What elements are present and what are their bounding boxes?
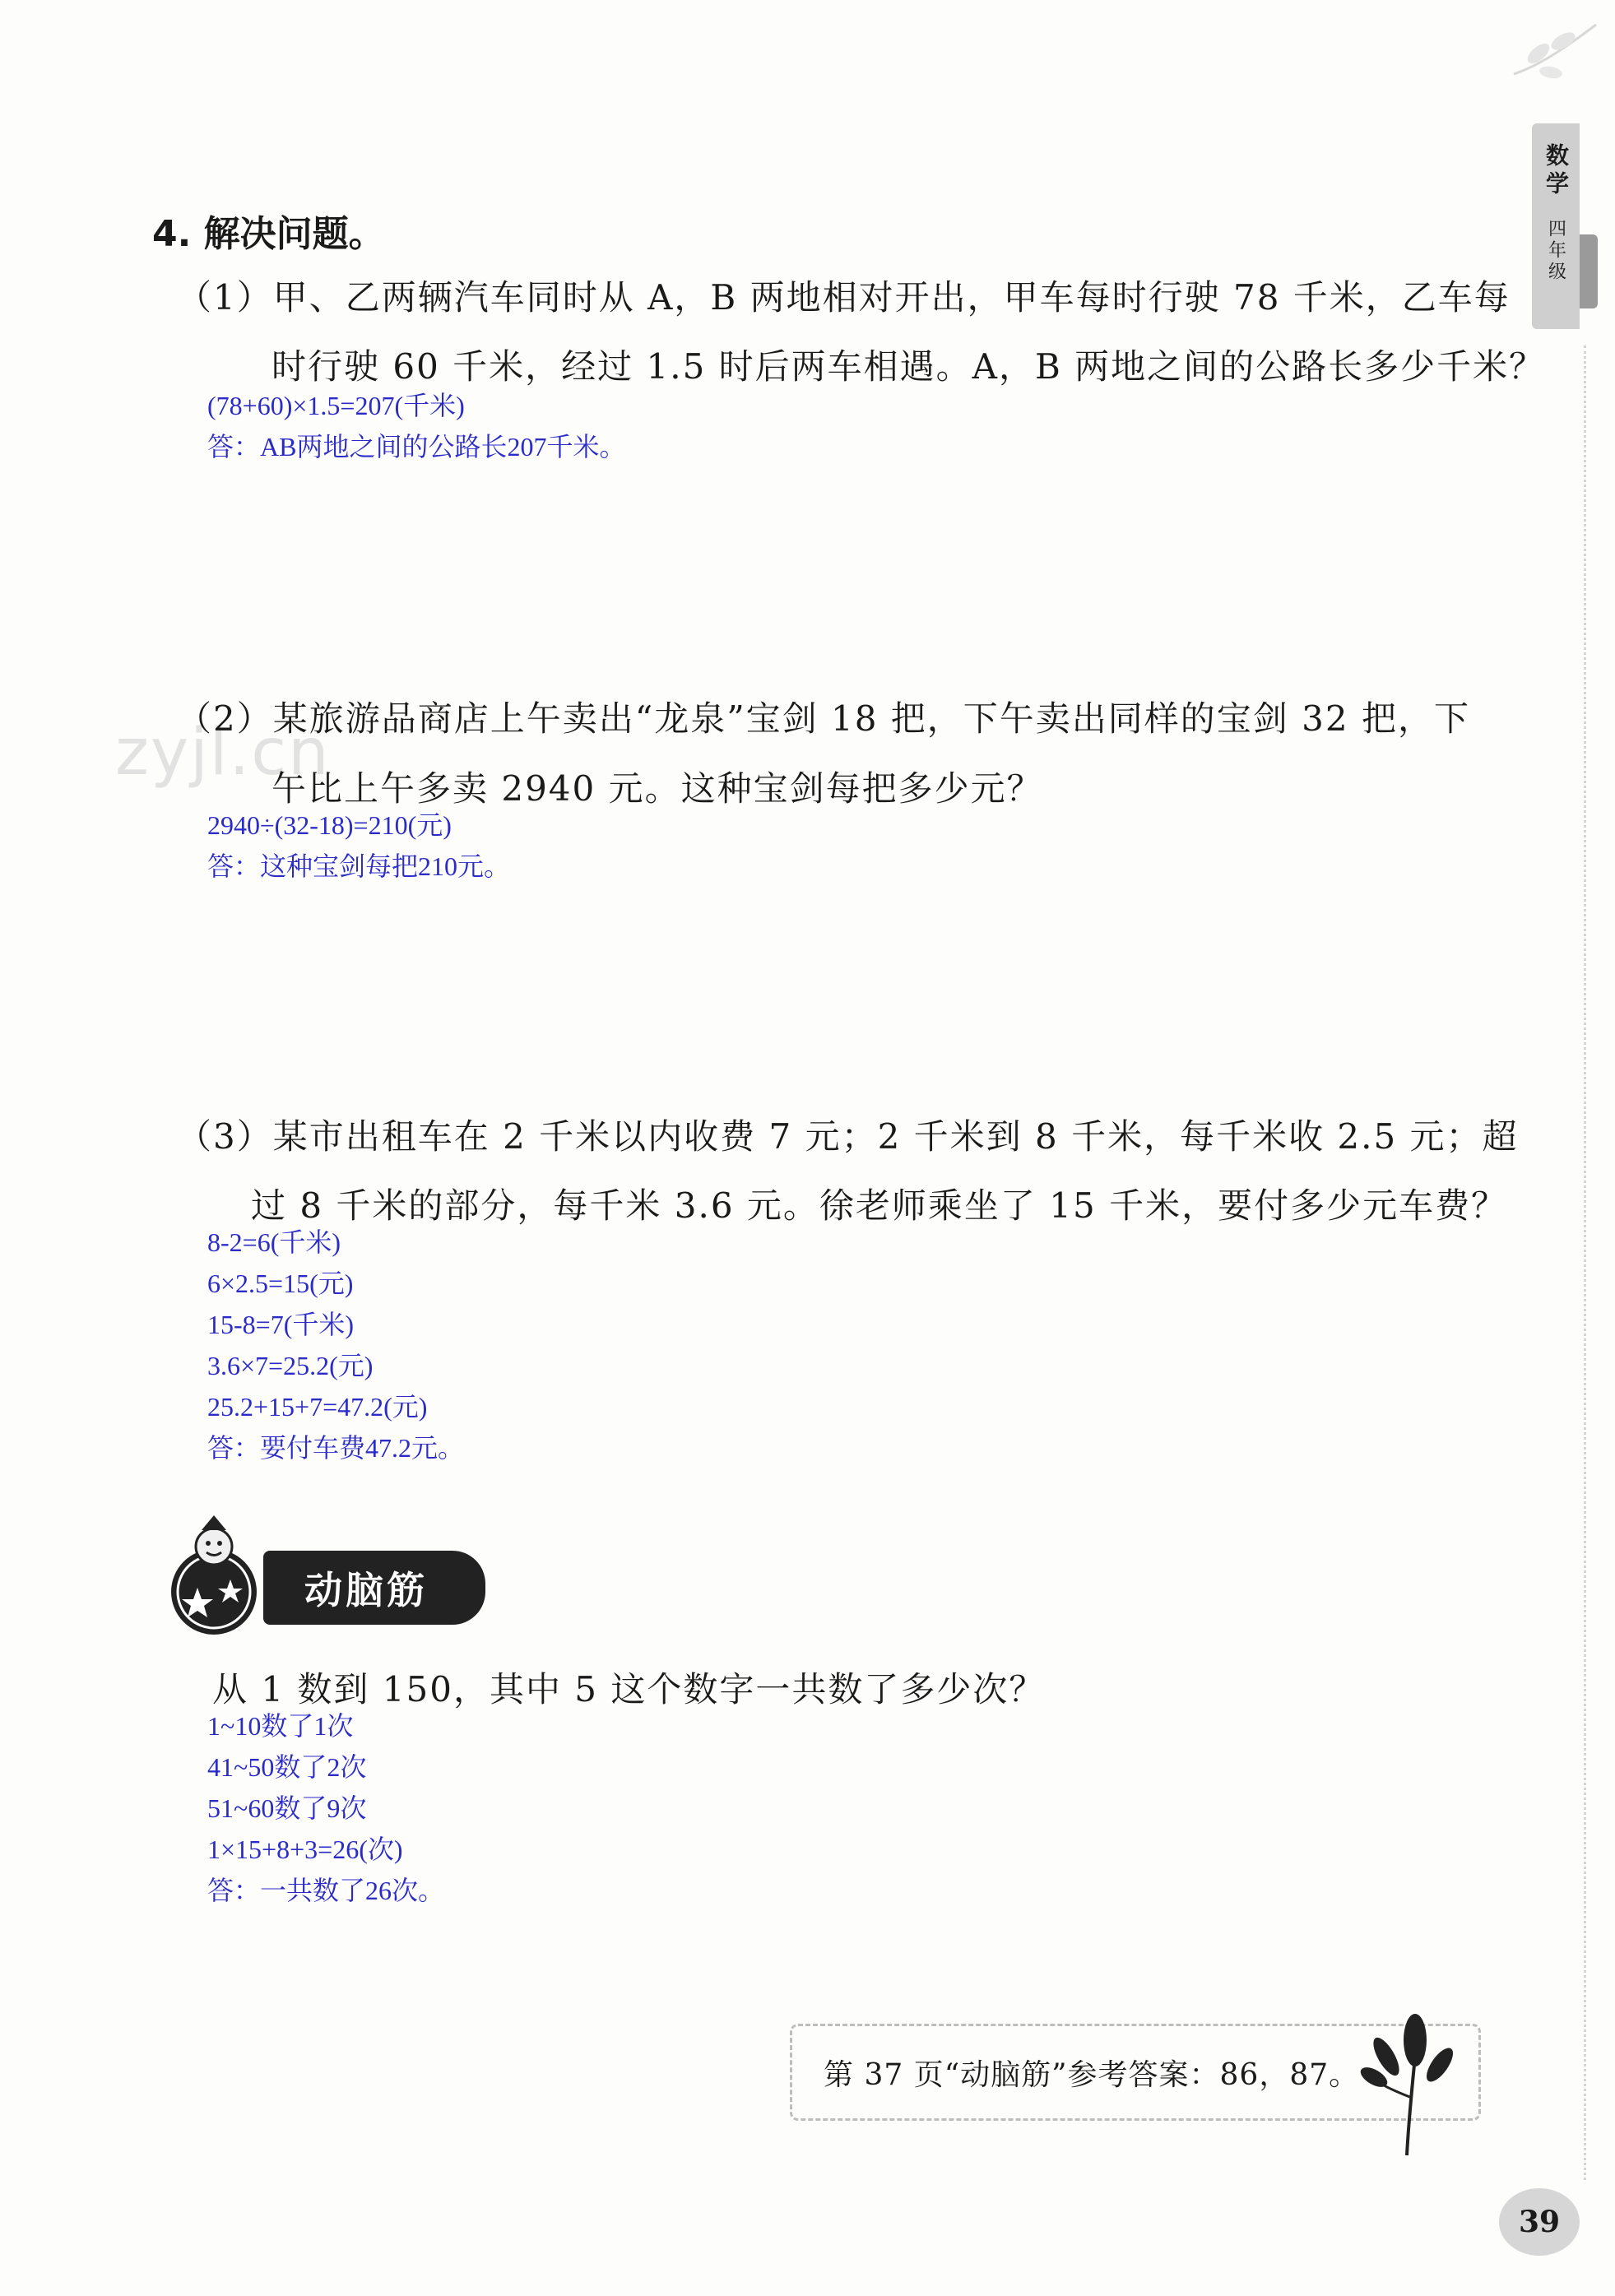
answer-line: 51~60数了9次 bbox=[207, 1793, 367, 1823]
problem-2-answer bbox=[207, 805, 510, 887]
answer-line: 41~50数了2次 bbox=[207, 1752, 367, 1782]
answer-line: 答：这种宝剑每把210元。 bbox=[207, 851, 511, 881]
answer-line: 6×2.5=15(元) bbox=[207, 1269, 354, 1298]
answer-line: 2940÷(32-18)=210(元) bbox=[207, 810, 452, 840]
clown-mascot-icon bbox=[152, 1514, 276, 1637]
subject-label: 数学 bbox=[1543, 143, 1570, 199]
section-title: 4. 解决问题。 bbox=[152, 213, 385, 255]
answer-line: 25.2+15+7=47.2(元) bbox=[207, 1392, 428, 1422]
page-number: 39 bbox=[1499, 2188, 1580, 2256]
answer-line: 3.6×7=25.2(元) bbox=[207, 1351, 374, 1380]
subject-side-tab bbox=[1532, 123, 1580, 329]
problem-2-line-2: 午比上午多卖 2940 元。这种宝剑每把多少元？ bbox=[271, 768, 1043, 809]
answer-line: 答：AB两地之间的公路长207千米。 bbox=[207, 432, 626, 462]
flower-ornament-icon bbox=[1357, 2007, 1464, 2164]
problem-1-answer bbox=[207, 385, 625, 467]
watermark: zyjl.cn bbox=[115, 716, 331, 790]
answer-line: 1~10数了1次 bbox=[207, 1711, 354, 1741]
answer-line: 1×15+8+3=26(次) bbox=[207, 1834, 403, 1864]
problem-3-answer bbox=[207, 1222, 464, 1468]
margin-dotted-line bbox=[1584, 346, 1586, 2180]
problem-3-line-2: 过 8 千米的部分，每千米 3.6 元。徐老师乘坐了 15 千米，要付多少元车费？ bbox=[251, 1185, 1508, 1226]
problem-2-line-1: （2）某旅游品商店上午卖出“龙泉”宝剑 18 把，下午卖出同样的宝剑 32 把，下 bbox=[177, 698, 1470, 739]
answer-line: 15-8=7(千米) bbox=[207, 1310, 355, 1339]
answer-line: 答：要付车费47.2元。 bbox=[207, 1433, 465, 1463]
answer-line: 答：一共数了26次。 bbox=[207, 1876, 445, 1905]
problem-1-line-1: （1）甲、乙两辆汽车同时从 A，B 两地相对开出，甲车每时行驶 78 千米，乙车每 bbox=[177, 277, 1511, 318]
reference-answer-text: 第 37 页“动脑筋”参考答案：86，87。 bbox=[824, 2057, 1360, 2092]
side-tab-notch bbox=[1580, 234, 1598, 308]
problem-3-line-1: （3）某市出租车在 2 千米以内收费 7 元；2 千米到 8 千米，每千米收 2.5 元；超 bbox=[177, 1116, 1519, 1157]
grade-label: 四年级 bbox=[1545, 219, 1566, 283]
brain-teaser-banner: 动脑筋 bbox=[263, 1551, 485, 1625]
brain-teaser-question: 从 1 数到 150，其中 5 这个数字一共数了多少次？ bbox=[212, 1669, 1046, 1709]
answer-line: 8-2=6(千米) bbox=[207, 1227, 341, 1257]
leaf-ornament-icon bbox=[1506, 16, 1604, 90]
answer-line: (78+60)×1.5=207(千米) bbox=[207, 391, 465, 420]
brain-teaser-answer bbox=[207, 1705, 444, 1911]
problem-1-line-2: 时行驶 60 千米，经过 1.5 时后两车相遇。A，B 两地之间的公路长多少千米？ bbox=[271, 346, 1546, 387]
